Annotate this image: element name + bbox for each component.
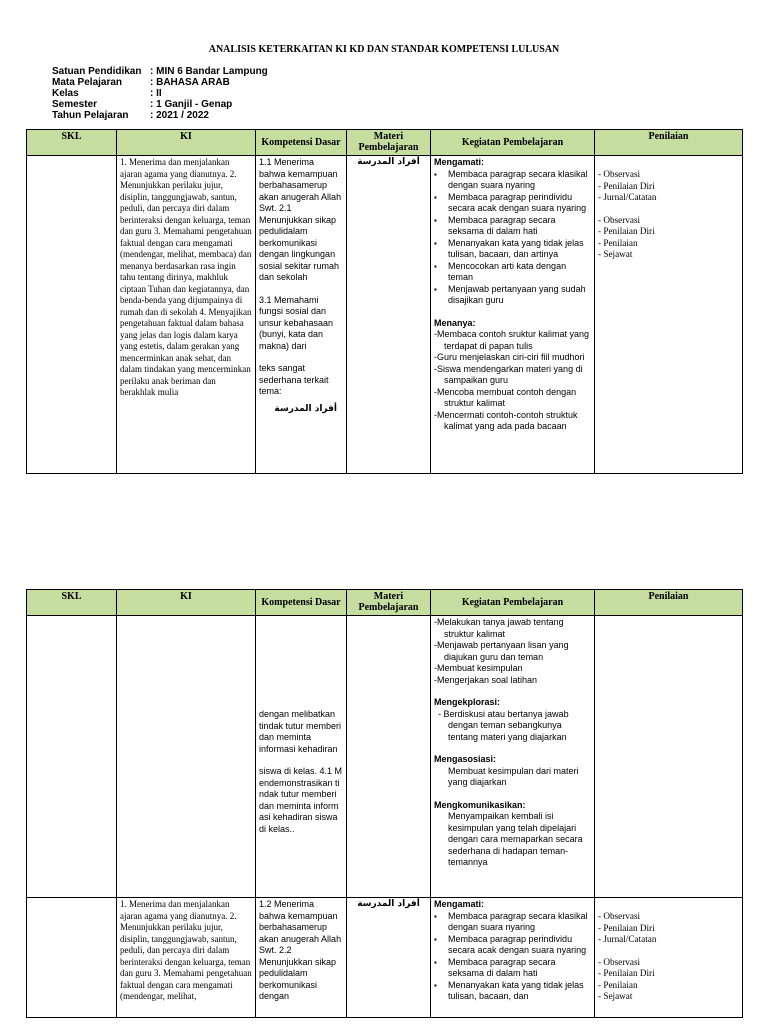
mengamati-label: Mengamati: <box>434 899 485 909</box>
list-item: ▪ Membaca paragrap secara klasikal dengan suara nyaring <box>434 169 591 192</box>
list-item: ▪ Menjawab pertanyaan yang sudah disajikan guru <box>434 284 591 307</box>
meta-row: Satuan Pendidikan : MIN 6 Bandar Lampung <box>52 66 268 77</box>
kegiatan-cell <box>431 898 595 1018</box>
meta-row: Kelas : II <box>52 88 162 99</box>
list-item: -Guru menjelaskan ciri-ciri fiil mudhori <box>434 352 585 362</box>
list-item: ▪ Membaca paragrap secara seksama di dalam hati <box>434 957 591 980</box>
kd-text: teks sangat sederhana terkait tema: <box>259 363 329 396</box>
list-item: -Mencermati contoh-contoh struktuk kalimat yang ada pada bacaan <box>434 409 578 431</box>
header-skl: SKL <box>27 130 117 156</box>
list-item: ▪ Membaca paragrap perindividu secara acak dengan suara nyaring <box>434 934 591 957</box>
kegiatan-cell <box>431 156 595 474</box>
analysis-table-1 <box>26 129 743 474</box>
header-ki: KI <box>117 130 256 156</box>
kd-text: 1.1 Menerima bahwa kemampuan berbahasamerup akan anugerah Allah Swt. 2.1 Menunjukkan sikap pedulidalam berkomunikasi dengan lingkungan sosial sekitar rumah dan sekolah <box>259 157 342 282</box>
penilaian-cell <box>595 898 743 1018</box>
list-item: ▪ Membaca paragrap secara seksama di dalam hati <box>434 215 591 238</box>
header-ki: KI <box>117 590 256 616</box>
list-item: ▪ Menanyakan kata yang tidak jelas tulisan, bacaan, dan artinya <box>434 238 591 261</box>
list-item: ▪ Mencocokan arti kata dengan teman <box>434 261 591 284</box>
header-kegiatan: Kegiatan Pembelajaran <box>431 130 595 156</box>
kd-text: dengan melibatkan tindak tutur memberi dan meminta informasi kehadiran <box>259 709 342 754</box>
materi-cell <box>347 616 431 898</box>
eksplorasi-text: - Berdiskusi atau bertanya jawab dengan teman sebangkunya tentang materi yang diajarkan <box>438 708 569 742</box>
menanya-label: Menanya: <box>434 317 476 328</box>
list-item: -Mengerjakan soal latihan <box>434 674 538 685</box>
mengamati-list <box>434 911 591 1003</box>
document-title: ANALISIS KETERKAITAN KI KD DAN STANDAR KOMPETENSI LULUSAN <box>208 44 560 55</box>
list-item: -Membaca contoh sruktur kalimat yang terdapat di papan tulis <box>434 329 590 351</box>
materi-cell <box>347 898 431 1018</box>
ki-cell: 1. Menerima dan menjalankan ajaran agama yang dianutnya. 2. Menunjukkan perilaku jujur, disiplin, tanggungjawab, santun, peduli, dan percaya diri dalam berinteraksi dengan keluarga, teman dan guru 3. Memahami pengetahuan faktual dengan cara mengamati (mendengar, melihat, <box>117 898 256 1018</box>
ki-cell: 1. Menerima dan menjalankan ajaran agama yang dianutnya. 2. Menunjukkan perilaku jujur, disiplin, tanggungjawab, santun, peduli, dan percaya diri dalam berinteraksi dengan keluarga, teman dan guru 3. Memahami pengetahuan faktual dengan cara mengamati (mendengar, melihat, membaca) dan menanya berdasarkan rasa ingin tahu tentang dirinya, makhluk ciptaan Tuhan dan kegiatannya, dan benda-benda yang dijumpainya di rumah dan di sekolah 4. Menyajikan pengetahuan faktual dalam bahasa yang jelas dan logis dalam karya yang estetis, dalam gerakan yang mencerminkan anak sehat, dan dalam tindakan yang mencerminkan perilaku anak beriman dan berakhlak mulia <box>117 156 256 474</box>
header-kd: Kompetensi Dasar <box>256 130 347 156</box>
list-item: ▪ Membaca paragrap secara klasikal dengan suara nyaring <box>434 911 591 934</box>
header-kd: Kompetensi Dasar <box>256 590 347 616</box>
header-materi: Materi Pembelajaran <box>347 130 431 156</box>
eksplorasi-label: Mengekplorasi: <box>434 697 501 707</box>
kd-cell: 1.2 Menerima bahwa kemampuan berbahasamerup akan anugerah Allah Swt. 2.2 Menunjukkan sikap pedulidalam berkomunikasi dengan <box>256 898 347 1018</box>
header-penilaian: Penilaian <box>595 590 743 616</box>
penilaian-cell <box>595 156 743 474</box>
skl-cell <box>27 616 117 898</box>
materi-cell <box>347 156 431 474</box>
kd-text: 3.1 Memahami fungsi sosial dan unsur kebahasaan (bunyi, kata dan makna) dari <box>259 294 334 351</box>
materi-arabic: أفراد المدرسة <box>357 157 420 167</box>
penilaian-list: - Observasi - Penilaian Diri - Jurnal/Catatan - Observasi - Penilaian Diri - Penilaian - Sejawat <box>598 911 657 1001</box>
meta-row: Tahun Pelajaran : 2021 / 2022 <box>52 110 209 121</box>
list-item: ▪ Membaca paragrap perindividu secara acak dengan suara nyaring <box>434 192 591 215</box>
kd-text: siswa di kelas. 4.1 Mendemonstrasikan tindak tutur memberi dan meminta informasi kehadiran siswa di kelas.. <box>259 766 343 834</box>
kegiatan-cell <box>431 616 595 898</box>
asosiasi-text: Membuat kesimpulan dari materi yang diajarkan <box>448 765 579 787</box>
list-item: -Mencoba membuat contoh dengan struktur kalimat <box>434 386 577 408</box>
meta-row: Mata Pelajaran : BAHASA ARAB <box>52 77 230 88</box>
kd-cell <box>256 156 347 474</box>
materi-arabic: أفراد المدرسة <box>274 403 337 414</box>
mengamati-list <box>434 169 591 307</box>
komunikasi-text: Menyampaikan kembali isi kesimpulan yang telah dipelajari dengan cara memaparkan secara sederhana di hadapan teman-temannya <box>448 811 583 867</box>
penilaian-cell <box>595 616 743 898</box>
list-item: -Siswa mendengarkan materi yang di sampaikan guru <box>434 363 583 385</box>
mengamati-label: Mengamati: <box>434 157 485 167</box>
materi-arabic: أفراد المدرسة <box>357 899 420 909</box>
identity-block <box>52 66 268 121</box>
kd-cell <box>256 616 347 898</box>
asosiasi-label: Mengasosiasi: <box>434 754 497 764</box>
komunikasi-label: Mengkomunikasikan: <box>434 799 526 810</box>
header-kegiatan: Kegiatan Pembelajaran <box>431 590 595 616</box>
header-skl: SKL <box>27 590 117 616</box>
meta-row: Semester : 1 Ganjil - Genap <box>52 99 233 110</box>
skl-cell <box>27 156 117 474</box>
penilaian-list: - Observasi - Penilaian Diri - Jurnal/Catatan - Observasi - Penilaian Diri - Penilaian - Sejawat <box>598 169 657 259</box>
ki-cell <box>117 616 256 898</box>
header-penilaian: Penilaian <box>595 130 743 156</box>
list-item: ▪ Menanyakan kata yang tidak jelas tulisan, bacaan, dan <box>434 980 591 1003</box>
list-item: -Membuat kesimpulan <box>434 663 523 673</box>
list-item: -Melakukan tanya jawab tentang struktur kalimat <box>434 617 564 639</box>
skl-cell <box>27 898 117 1018</box>
list-item: -Menjawab pertanyaan lisan yang diajukan guru dan teman <box>434 640 569 662</box>
analysis-table-2 <box>26 589 743 1018</box>
header-materi: Materi Pembelajaran <box>347 590 431 616</box>
